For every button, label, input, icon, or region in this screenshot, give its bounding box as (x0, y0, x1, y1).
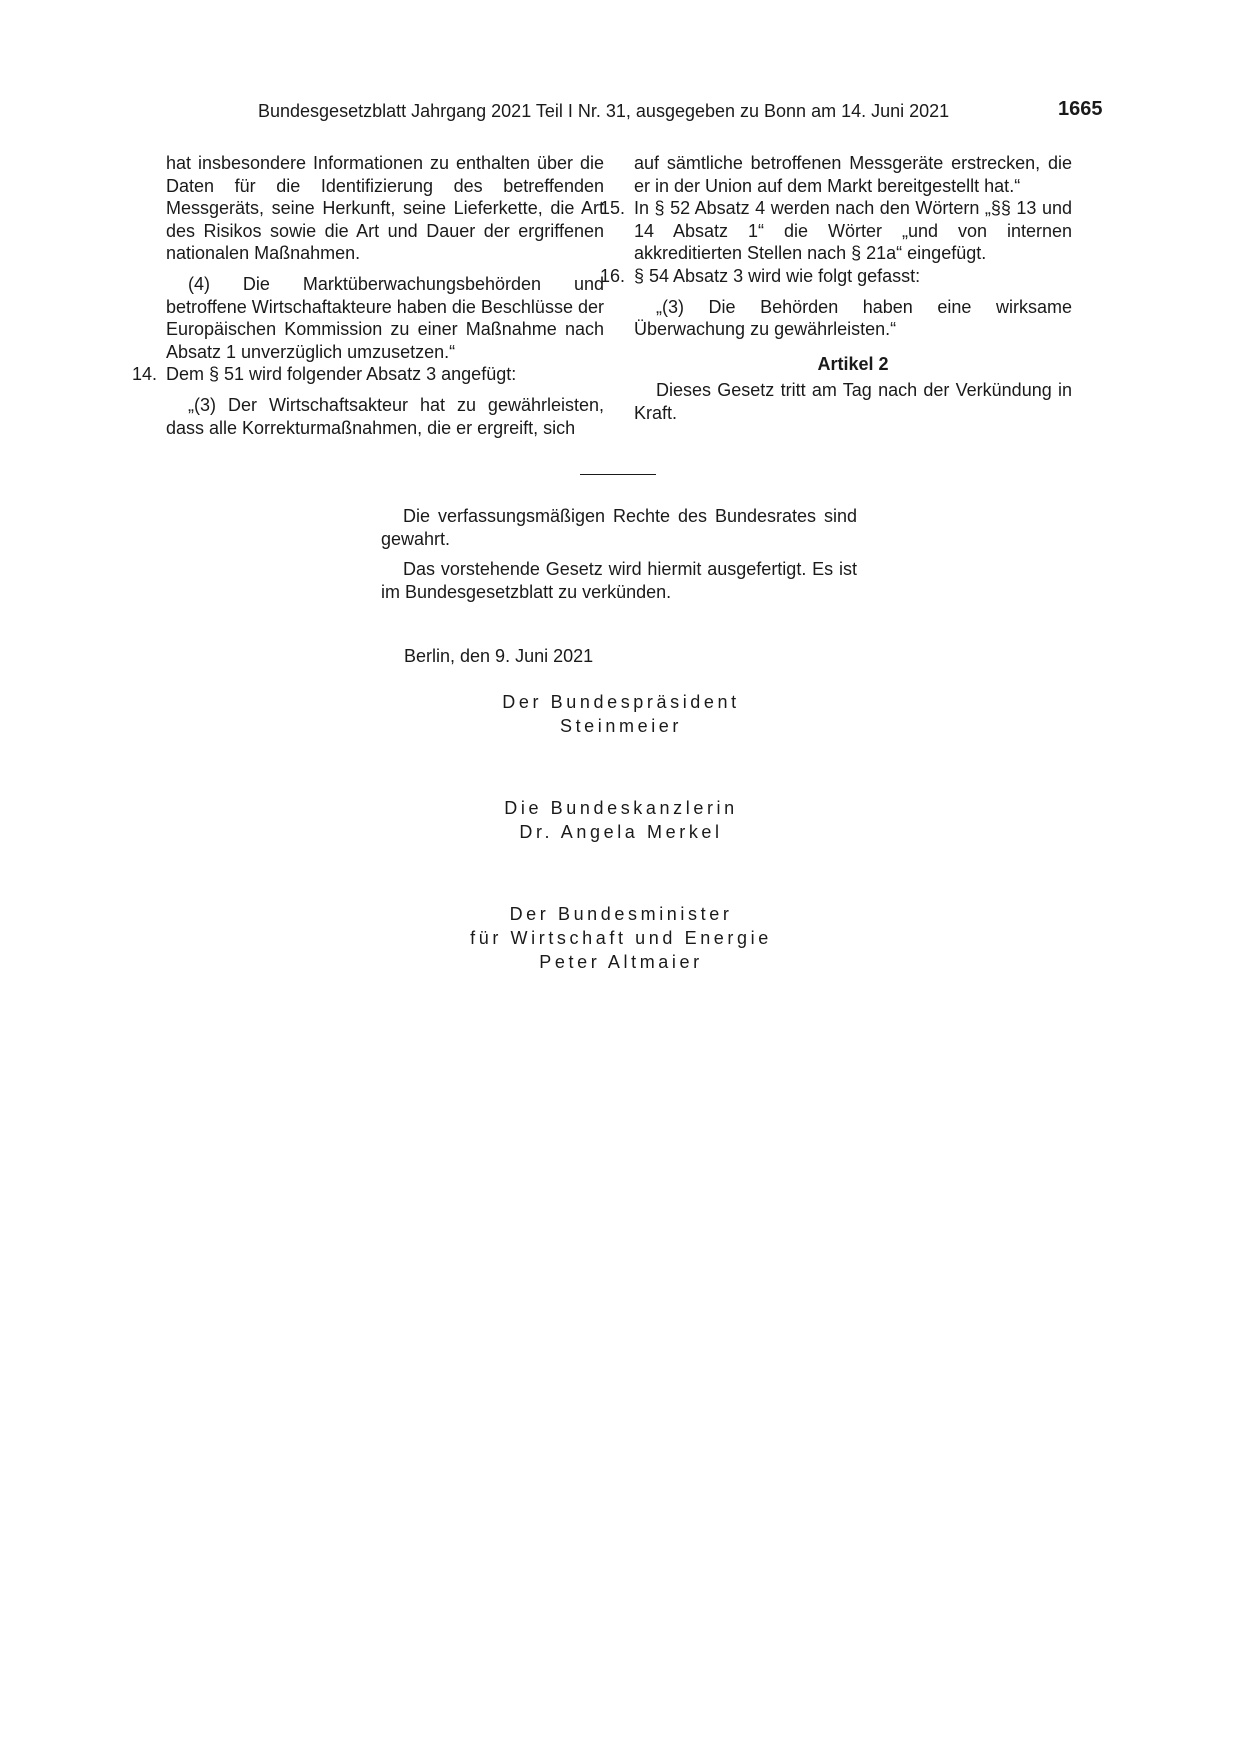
signature-name: Peter Altmaier (539, 952, 703, 972)
right-continuation-text: auf sämtliche betroffenen Messgeräte erstrecken, die er in der Union auf dem Markt bereitgestellt hat.“ (634, 153, 1072, 196)
left-column (132, 152, 604, 439)
item-16-quote: „(3) Die Behörden haben eine wirksame Überwachung zu gewährleisten.“ (634, 296, 1072, 340)
list-item-number: 15. (600, 198, 626, 219)
page-number: 1665 (1058, 98, 1103, 120)
item-14-quote: „(3) Der Wirtschaftsakteur hat zu gewährleisten, dass alle Korrekturmaßnahmen, die er ergreift, sich (166, 394, 604, 438)
list-item-number: 16. (600, 265, 626, 286)
right-column (600, 152, 1072, 425)
signature-office: Die Bundeskanzlerin (504, 798, 738, 818)
paragraph-4: (4) Die Marktüberwachungsbehörden und betroffene Wirtschaftakteure haben die Beschlüsse der Europäischen Kommission zu einer Maßnahme nach Absatz 1 unverzüglich umzusetzen.“ (166, 273, 604, 362)
article-2-text: Dieses Gesetz tritt am Tag nach der Verkündung in Kraft. (634, 380, 1072, 423)
signature-office: Der Bundesminister (509, 904, 733, 924)
left-continuation-text: hat insbesondere Informationen zu enthalten über die Daten für die Identifizierung des betreffenden Messgeräts, seine Herkunft, seine Lieferkette, die Art des Risikos sowie die Art und Dauer der ergriffenen nationalen Maßnahmen. (166, 153, 604, 264)
place-date: Berlin, den 9. Juni 2021 (404, 646, 594, 666)
running-header: Bundesgesetzblatt Jahrgang 2021 Teil I Nr. 31, ausgegeben zu Bonn am 14. Juni 2021 (258, 101, 950, 121)
list-item-text: In § 52 Absatz 4 werden nach den Wörtern „§§ 13 und 14 Absatz 1“ die Wörter „und von internen akkreditierten Stellen nach § 21a“ eingefügt. (634, 198, 1072, 264)
list-item-text: § 54 Absatz 3 wird wie folgt gefasst: (634, 265, 921, 286)
rights-statement: Die verfassungsmäßigen Rechte des Bundesrates sind gewahrt. (381, 506, 857, 549)
list-item-16 (600, 265, 1072, 288)
closing-block (381, 505, 857, 603)
signature-block-minister (421, 902, 821, 974)
signature-block-president (421, 690, 821, 738)
list-item-14 (132, 363, 604, 386)
signature-name: Steinmeier (559, 716, 683, 736)
signature-office: Der Bundespräsident (502, 692, 740, 712)
signature-block-chancellor (421, 796, 821, 844)
execution-statement: Das vorstehende Gesetz wird hiermit ausgefertigt. Es ist im Bundesgesetzblatt zu verkünden. (381, 559, 857, 602)
section-divider (580, 474, 656, 475)
signature-name: Dr. Angela Merkel (519, 822, 723, 842)
list-item-text: Dem § 51 wird folgender Absatz 3 angefügt: (166, 364, 517, 385)
signature-office-line2: für Wirtschaft und Energie (470, 928, 772, 948)
article-2-heading: Artikel 2 (817, 353, 889, 374)
list-item-15 (600, 197, 1072, 265)
list-item-number: 14. (132, 364, 158, 385)
